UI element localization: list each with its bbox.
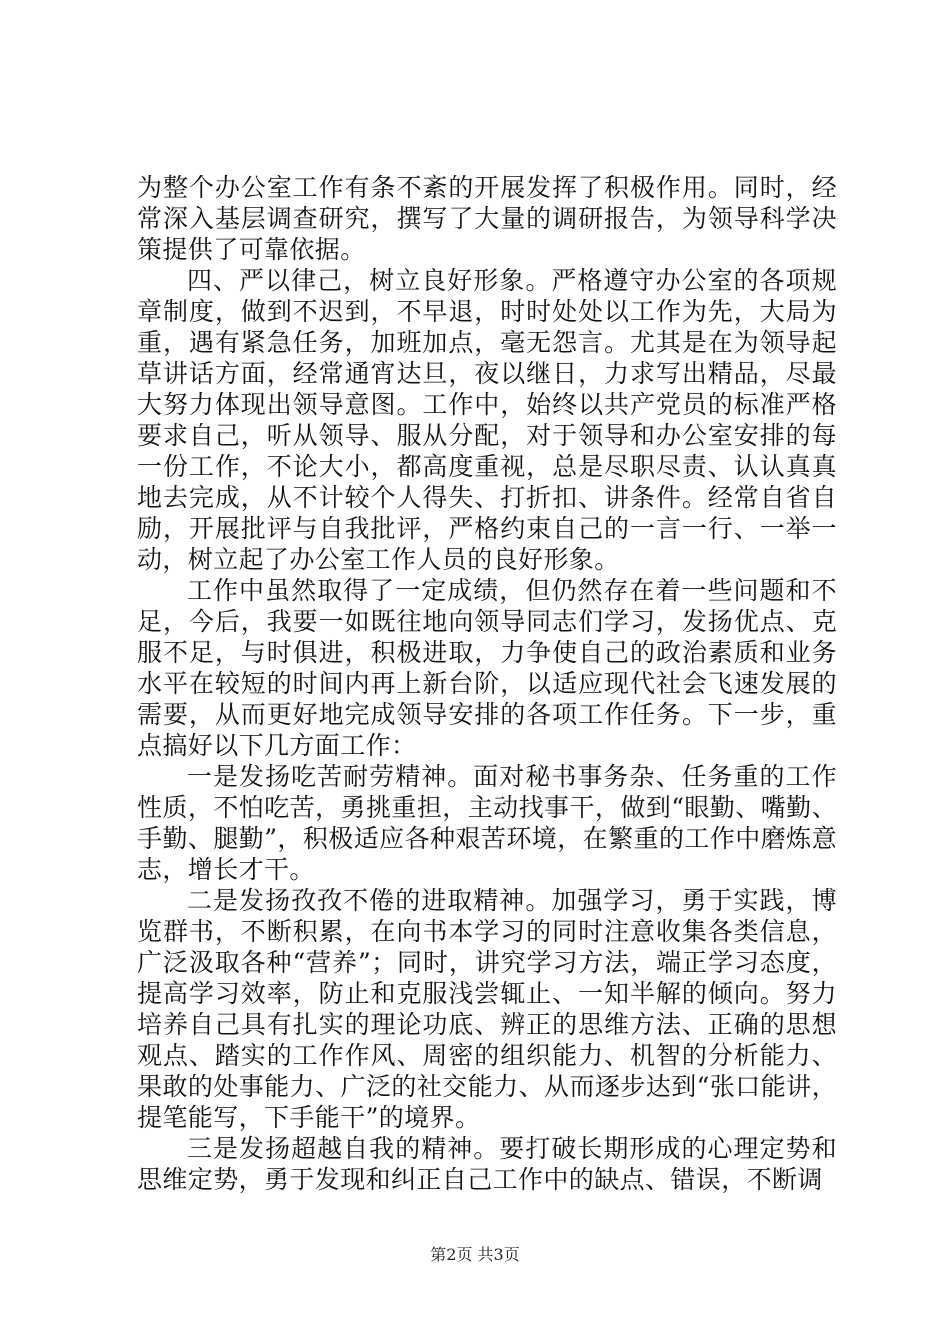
paragraph-continuation: 为整个办公室工作有条不紊的开展发挥了积极作用。同时，经常深入基层调查研究，撰写了大量的调研报告，为领导科学决策提供了可靠依据。 xyxy=(137,173,837,264)
paragraph-shortcomings: 工作中虽然取得了一定成绩，但仍然存在着一些问题和不足，今后，我要一如既往地向领导同志们学习，发扬优点、克服不足，与时俱进，积极进取，力争使自己的政治素质和业务水平在较短的时间内再上新台阶，以适应现代社会飞速发展的需要，从而更好地完成领导安排的各项工作任务。下一步，重点搞好以下几方面工作： xyxy=(137,576,837,760)
paragraph-point-one: 一是发扬吃苦耐劳精神。面对秘书事务杂、任务重的工作性质，不怕吃苦，勇挑重担，主动找事干，做到“眼勤、嘴勤、手勤、腿勤”，积极适应各种艰苦环境，在繁重的工作中磨炼意志，增长才干。 xyxy=(137,762,837,884)
paragraph-self-discipline: 四、严以律己，树立良好形象。严格遵守办公室的各项规章制度，做到不迟到，不早退，时时处处以工作为先，大局为重，遇有紧急任务，加班加点，毫无怨言。尤其是在为领导起草讲话方面，经常通宵达旦，夜以继日，力求写出精品，尽最大努力体现出领导意图。工作中，始终以共产党员的标准严格要求自己，听从领导、服从分配，对于领导和办公室安排的每一份工作，不论大小，都高度重视，总是尽职尽责、认认真真地去完成，从不计较个人得失、打折扣、讲条件。经常自省自励，开展批评与自我批评，严格约束自己的一言一行、一举一动，树立起了办公室工作人员的良好形象。 xyxy=(137,266,837,574)
page-number-footer: 第2页 共3页 xyxy=(430,1245,520,1264)
paragraph-point-three: 三是发扬超越自我的精神。要打破长期形成的心理定势和思维定势，勇于发现和纠正自己工作中的缺点、错误，不断调 xyxy=(137,1134,837,1194)
paragraph-point-two: 二是发扬孜孜不倦的进取精神。加强学习，勇于实践，博览群书，不断积累，在向书本学习的同时注意收集各类信息，广泛汲取各种“营养”；同时，讲究学习方法，端正学习态度，提高学习效率，防止和克服浅尝辄止、一知半解的倾向。努力培养自己具有扎实的理论功底、辨正的思维方法、正确的思想观点、踏实的工作作风、周密的组织能力、机智的分析能力、果敢的处事能力、广泛的社交能力、从而逐步达到“张口能讲，提笔能写，下手能干”的境界。 xyxy=(137,886,837,1132)
document-body xyxy=(137,172,837,1195)
